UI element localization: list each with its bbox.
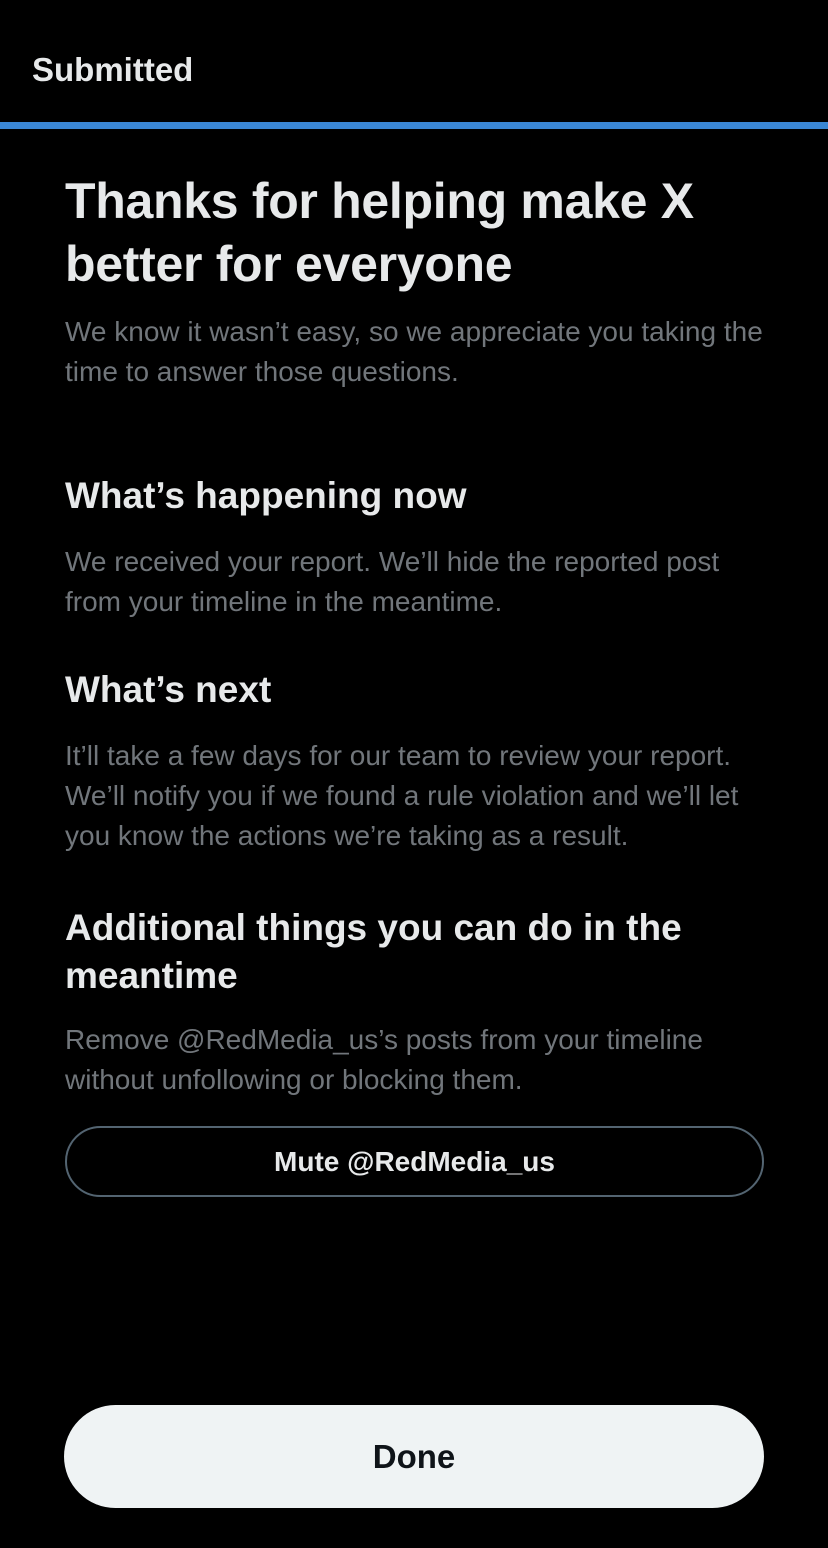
done-button[interactable]: Done (64, 1405, 764, 1508)
section-body-whats-next: It’ll take a few days for our team to review your report. We’ll notify you if we found a rule violation and we’ll let you know the actions we’re taking as a result. (65, 740, 739, 851)
mute-account-button[interactable]: Mute @RedMedia_us (65, 1126, 764, 1197)
section-heading-whats-next: What’s next (65, 669, 272, 710)
section-body-happening-now: We received your report. We’ll hide the reported post from your timeline in the meantime. (65, 546, 720, 617)
report-confirmation-content (65, 170, 765, 1197)
progress-bar-fill (0, 122, 828, 129)
top-bar (0, 0, 828, 122)
section-body-additional: Remove @RedMedia_us’s posts from your timeline without unfollowing or blocking them. (65, 1024, 703, 1095)
header-title: Submitted (32, 51, 194, 88)
page-title: Thanks for helping make X better for everyone (65, 173, 694, 292)
page-subtitle: We know it wasn’t easy, so we appreciate you taking the time to answer those questions. (65, 316, 763, 387)
section-heading-additional: Additional things you can do in the meantime (65, 907, 682, 996)
section-heading-happening-now: What’s happening now (65, 475, 467, 516)
progress-bar (0, 122, 828, 129)
